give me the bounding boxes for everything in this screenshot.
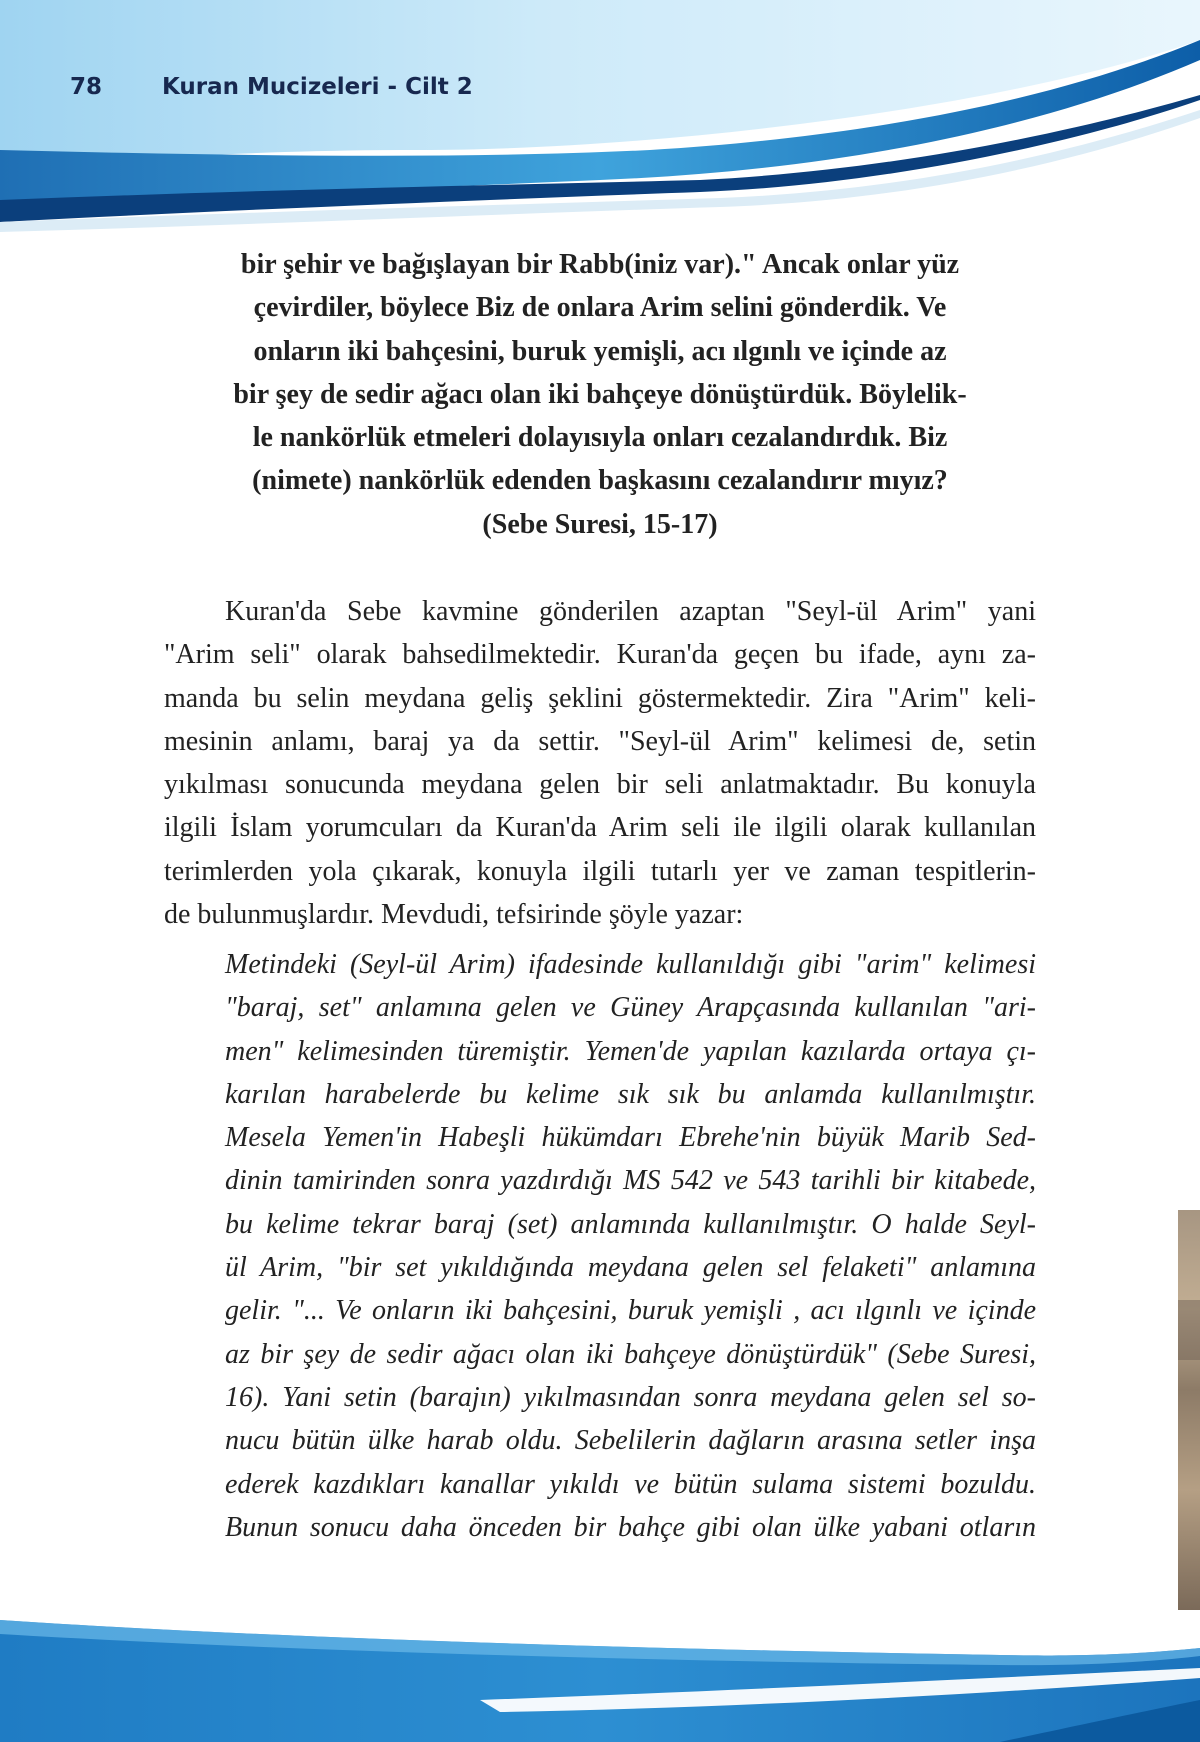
body-line: "Arim seli" olarak bahsedilmektedir. Kuran'da geçen bu ifade, aynı za- — [164, 639, 1036, 671]
verse-line: bir şehir ve bağışlayan bir Rabb(iniz var)." Ancak onlar yüz — [240, 249, 960, 280]
verse-block — [200, 243, 1000, 546]
body-paragraph — [164, 590, 1036, 936]
book-title: Kuran Mucizeleri - Cilt 2 — [162, 74, 473, 100]
quote-line: men" kelimesinden türemiştir. Yemen'de yapılan kazılarda ortaya çı- — [225, 1035, 1036, 1067]
verse-line: onların iki bahçesini, buruk yemişli, acı ılgınlı ve içinde az — [253, 335, 947, 367]
footer-wave-banner — [0, 1600, 1200, 1742]
verse-line: le nankörlük etmeleri dolayısıyla onları cezalandırdık. Biz — [252, 422, 948, 454]
quote-block — [225, 943, 1036, 1549]
page-number: 78 — [70, 74, 103, 100]
verse-line: çevirdiler, böylece Biz de onlara Arim selini gönderdik. Ve — [253, 292, 947, 324]
quote-line: Mesela Yemen'in Habeşli hükümdarı Ebrehe'nin büyük Marib Sed- — [225, 1122, 1036, 1154]
quote-line: Metindeki (Seyl-ül Arim) ifadesinde kullanıldığı gibi "arim" kelimesi — [225, 949, 1036, 980]
quote-line: nucu bütün ülke harab oldu. Sebelilerin dağların arasına setler inşa — [225, 1425, 1036, 1457]
quote-line: "baraj, set" anlamına gelen ve Güney Arapçasında kullanılan "ari- — [225, 992, 1036, 1024]
header-wave-banner — [0, 0, 1200, 240]
verse-line: (nimete) nankörlük edenden başkasını cezalandırır mıyız? — [252, 465, 948, 497]
photo-shadow — [1178, 1300, 1200, 1360]
quote-line: ederek kazdıkları kanallar yıkıldı ve bütün sulama sistemi bozuldu. — [225, 1468, 1036, 1500]
body-line: mesinin anlamı, baraj ya da settir. "Seyl-ül Arim" kelimesi de, setin — [164, 725, 1036, 757]
quote-line: bu kelime tekrar baraj (set) anlamında kullanılmıştır. O halde Seyl- — [225, 1208, 1036, 1240]
ruins-photo-edge — [1178, 1210, 1200, 1610]
verse-line: bir şey de sedir ağacı olan iki bahçeye dönüştürdük. Böylelik- — [233, 378, 967, 410]
body-line: yıkılması sonucunda meydana gelen bir seli anlatmaktadır. Bu konuyla — [164, 769, 1036, 801]
body-line: terimlerden yola çıkarak, konuyla ilgili tutarlı yer ve zaman tespitlerin- — [164, 855, 1036, 887]
quote-line: karılan harabelerde bu kelime sık sık bu anlamda kullanılmıştır. — [225, 1078, 1036, 1110]
quote-line: gelir. "... Ve onların iki bahçesini, buruk yemişli , acı ılgınlı ve içinde — [225, 1295, 1036, 1327]
body-line: manda bu selin meydana geliş şeklini göstermektedir. Zira "Arim" keli- — [164, 682, 1036, 714]
quote-line: ül Arim, "bir set yıkıldığında meydana gelen sel felaketi" anlamına — [225, 1252, 1036, 1284]
body-line: Kuran'da Sebe kavmine gönderilen azaptan "Seyl-ül Arim" yani — [225, 596, 1036, 627]
quote-line: 16). Yani setin (barajın) yıkılmasından sonra meydana gelen sel so- — [225, 1381, 1036, 1413]
quote-line: dinin tamirinden sonra yazdırdığı MS 542 ve 543 tarihli bir kitabede, — [225, 1165, 1036, 1197]
body-line: de bulunmuşlardır. Mevdudi, tefsirinde şöyle yazar: — [164, 899, 744, 931]
quote-line: Bunun sonucu daha önceden bir bahçe gibi olan ülke yabani otların — [225, 1511, 1036, 1543]
quote-line: az bir şey de sedir ağacı olan iki bahçeye dönüştürdük" (Sebe Suresi, — [225, 1338, 1036, 1370]
body-line: ilgili İslam yorumcuları da Kuran'da Arim seli ile ilgili olarak kullanılan — [164, 812, 1036, 844]
verse-reference: (Sebe Suresi, 15-17) — [482, 508, 718, 540]
